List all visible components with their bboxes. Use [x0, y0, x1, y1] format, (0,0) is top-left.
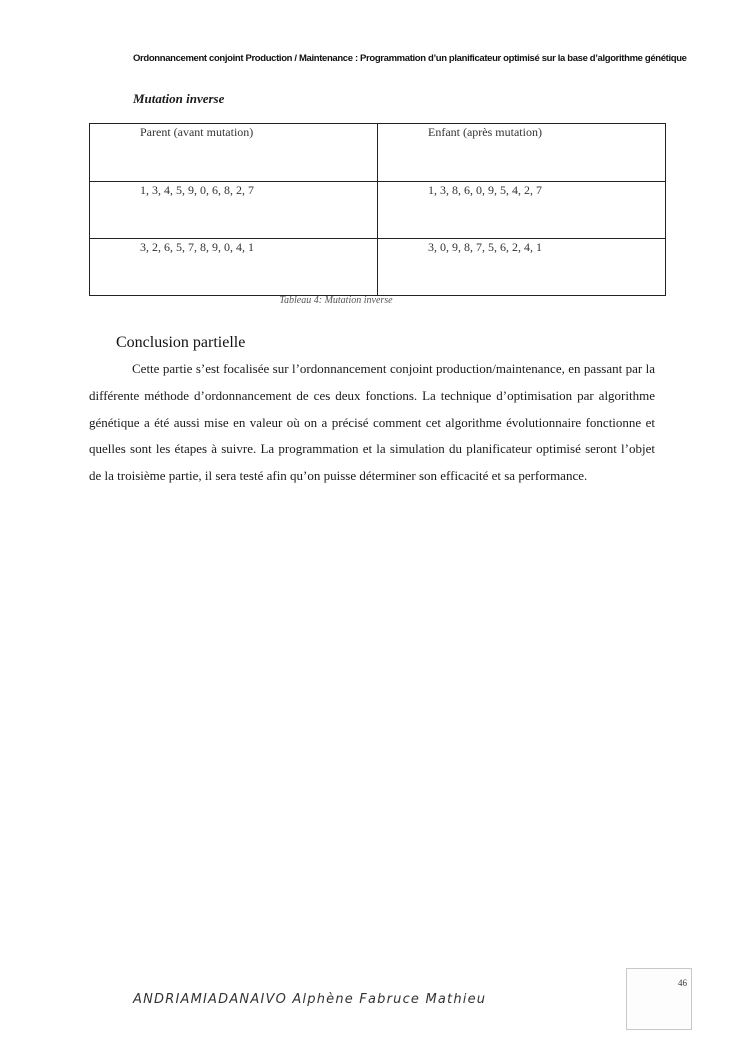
page-number: 46: [678, 978, 687, 988]
conclusion-paragraph: Cette partie s’est focalisée sur l’ordonnancement conjoint production/maintenance, en passant par la différente méthode d’ordonnancement de ces deux fonctions. La technique d’optimisation par algorithme génétique a été aussi mise en valeur où on a précisé comment cet algorithme évolutionnaire fonctionne et quelles sont les étapes à suivre. La programmation et la simulation du planificateur optimisé seront l’objet de la troisième partie, il sera testé afin qu’on puisse déterminer son efficacité et sa performance.: [89, 361, 655, 484]
header-parent: Parent (avant mutation): [90, 124, 378, 182]
footer-author: ANDRIAMIADANAIVO Alphène Fabruce Mathieu: [133, 992, 487, 1007]
table-cell-parent: 1, 3, 4, 5, 9, 0, 6, 8, 2, 7: [90, 182, 378, 239]
mutation-table: [89, 123, 666, 296]
table-row: [90, 182, 666, 239]
table-caption: Tableau 4: Mutation inverse: [279, 295, 393, 306]
header-child: Enfant (après mutation): [378, 124, 666, 182]
table-cell-parent: 3, 2, 6, 5, 7, 8, 9, 0, 4, 1: [90, 239, 378, 296]
table-row: [90, 239, 666, 296]
conclusion-title: Conclusion partielle: [116, 334, 246, 351]
table-header-row: [90, 124, 666, 182]
page-number-box: [626, 968, 692, 1030]
table-cell-child: 3, 0, 9, 8, 7, 5, 6, 2, 4, 1: [378, 239, 666, 296]
section-label: Mutation inverse: [133, 91, 225, 106]
table-cell-child: 1, 3, 8, 6, 0, 9, 5, 4, 2, 7: [378, 182, 666, 239]
running-header: Ordonnancement conjoint Production / Maintenance : Programmation d’un planificateur optimisé sur la base d’algorithme génétique: [133, 53, 687, 64]
